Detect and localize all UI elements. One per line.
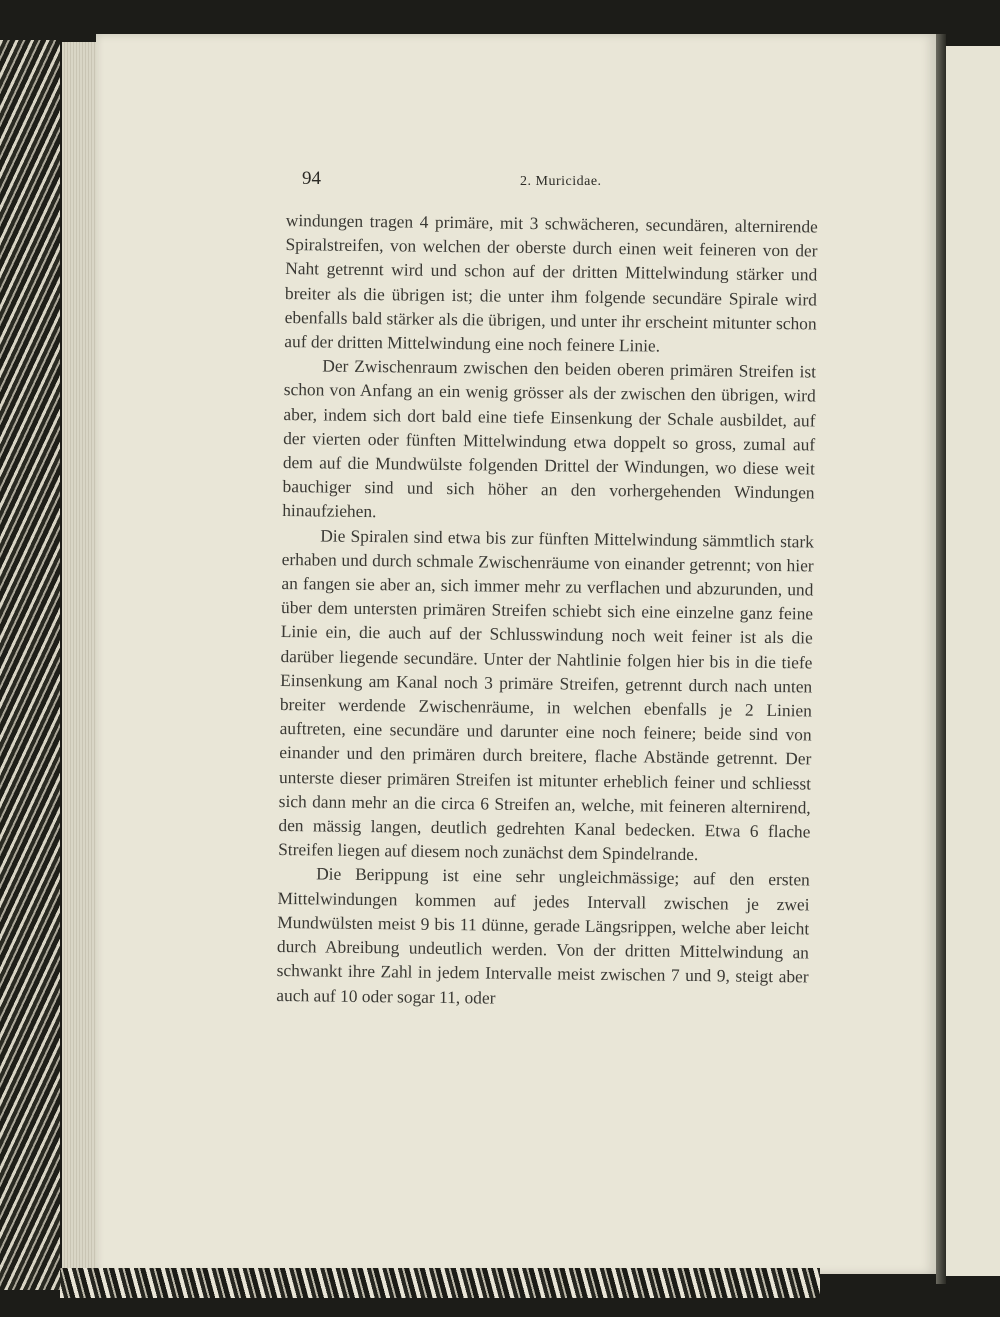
page-number: 94 — [302, 168, 321, 189]
marbled-bottom-edge — [60, 1268, 820, 1298]
book-gutter — [936, 34, 946, 1284]
page-header — [302, 168, 822, 194]
paragraph: Die Berippung ist eine sehr ungleichmässige; auf den ersten Mittelwindungen kommen auf jedes Intervall zwischen je zwei Mundwülsten meist 9 bis 11 dünne, gerade Längsrippen, welche aber leicht durch Abreibung undeutlich werden. Von der dritten Mittelwindung an schwankt ihre Zahl in jedem Intervalle meist zwischen 7 und 9, steigt aber auch auf 10 oder sogar 11, oder — [276, 863, 810, 1008]
facing-page-edge — [946, 46, 1000, 1276]
paragraph: Die Spiralen sind etwa bis zur fünften Mittelwindung sämmtlich stark erhaben und durch schmale Zwischenräume von einander getrennt; von hier an fangen sie aber an, sich immer mehr zu verflachen und abzurunden, und über dem untersten primären Streifen schiebt sich eine einzelne ganz feine Linie ein, die auch auf der Schlusswindung noch weit feiner ist als die darüber liegende secundäre. Unter der Nahtlinie folgen hier bis in die tiefe Einsenkung am Kanal noch 3 primäre Streifen, getrennt durch nach unten breiter werdende Zwischenräume, in welchen ebenfalls je 2 Linien auftreten, eine secundäre und darunter eine noch feinere; beide sind von einander und den primären durch breitere, flache Abstände getrennt. Der unterste dieser primären Streifen ist mitunter erheblich feiner und schliesst sich dann mehr an die circa 6 Streifen an, welche, mit feineren alternirend, den mässig langen, deutlich gedrehten Kanal bedecken. Etwa 6 flache Streifen liegen auf diesem noch zunächst dem Spindelrande. — [278, 525, 815, 865]
body-text — [276, 208, 818, 1013]
marbled-cover-edge — [0, 40, 60, 1290]
running-title: 2. Muricidae. — [520, 174, 602, 189]
paragraph: Der Zwischenraum zwischen den beiden oberen primären Streifen ist schon von Anfang an ein wenig grösser als der zwischen den übrigen, wird aber, indem sich dort bald eine tiefe Einsenkung der Schale ausbildet, auf der vierten oder fünften Mittelwindung etwa doppelt so gross, zumal auf dem auf die Mundwülste folgenden Drittel der Windungen, wo diese weit bauchiger sind und sich höher an den vorhergehenden Windungen hinaufziehen. — [282, 355, 817, 522]
paragraph: windungen tragen 4 primäre, mit 3 schwächeren, secundären, alternirende Spiralstreifen, von welchen der oberste durch einen weit feineren von der Naht getrennt wird und schon auf der dritten Mittelwindung stärker und breiter als die übrigen ist; die unter ihm folgende secundäre Spirale wird ebenfalls bald stärker als die übrigen, und unter ihr erscheint mitunter schon auf der dritten Mittelwindung eine noch feinere Linie. — [284, 209, 818, 356]
